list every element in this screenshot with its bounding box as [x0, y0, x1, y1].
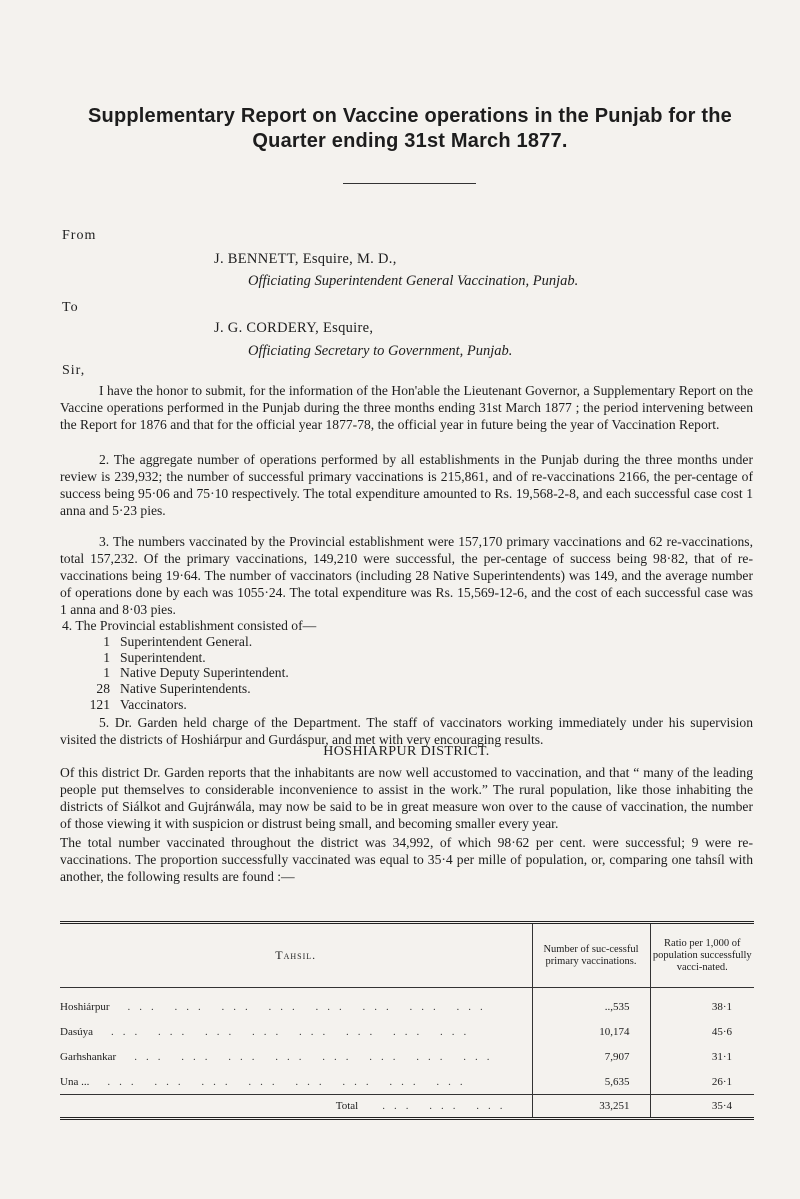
ratio-cell: 45·6: [711, 1025, 732, 1038]
number-cell: 7,907: [532, 1044, 650, 1069]
header-tahsil: Tahsil.: [60, 923, 532, 988]
ratio-cell: 31·1: [711, 1050, 732, 1063]
from-post: Officiating Superintendent General Vaccination, Punjab.: [248, 273, 579, 289]
title-divider: [343, 183, 476, 184]
district-heading: HOSHIARPUR DISTRICT.: [323, 744, 490, 759]
tahsil-name: Garhshankar: [60, 1050, 117, 1063]
staff-list: [80, 634, 289, 713]
staff-item: 1 Superintendent General.: [103, 634, 253, 649]
leader-dots: ... ... ... ... ... ... ... ...: [127, 1000, 492, 1013]
total-label: Total: [335, 1100, 359, 1112]
tahsil-name: Hoshiárpur: [60, 1000, 110, 1013]
table-row: [60, 1044, 754, 1069]
number-cell: 10,174: [532, 1019, 650, 1044]
staff-item: 1 Superintendent.: [103, 649, 206, 665]
from-name: J. BENNETT, Esquire, M. D.,: [214, 251, 397, 267]
paragraph-6: Of this district Dr. Garden reports that the inhabitants are now well accustomed to vaccination, and that “ many of the leading people put themselves to considerable inconvenience to assist in the work.” The rural population, like those inhabiting the districts of Siálkot and Gujránwála, may now be said to be in great measure won over to the cause of vaccination, the number of those viewing it with suspicion or distrust being small, and becoming smaller every year.: [60, 765, 753, 831]
table-total-row: [60, 1095, 754, 1119]
total-number: 33,251: [532, 1095, 650, 1119]
header-ratio: Ratio per 1,000 of population successfully vacci-nated.: [650, 923, 754, 988]
to-name: J. G. CORDERY, Esquire,: [214, 320, 374, 336]
paragraph-5: 5. Dr. Garden held charge of the Department. The staff of vaccinators working immediately under his supervision visited the districts of Hoshiárpur and Gurdáspur, and met with very encouraging results.: [60, 715, 753, 747]
ratio-cell: 26·1: [711, 1075, 732, 1088]
paragraph-7: The total number vaccinated throughout the district was 34,992, of which 98·62 per cent. were successful; 9 were re-vaccinations. The proportion successfully vaccinated was equal to 35·4 per mille of population, or, comparing one tahsíl with another, the following results are found :—: [60, 835, 753, 884]
header-number: Number of suc-cessful primary vaccinations.: [532, 923, 650, 988]
number-cell: 5,635: [532, 1069, 650, 1095]
table-header-row: [60, 923, 754, 988]
total-ratio: 35·4: [650, 1095, 754, 1119]
tahsil-table: [60, 921, 754, 1120]
from-label: From: [62, 228, 97, 243]
table-row: [60, 1019, 754, 1044]
table-bottom-rule: [60, 1119, 754, 1121]
tahsil-name: Dasúya: [60, 1025, 93, 1038]
leader-dots: ... ... ... ... ... ... ... ...: [107, 1075, 472, 1088]
to-post: Officiating Secretary to Government, Punjab.: [248, 343, 513, 359]
salutation: Sir,: [62, 363, 86, 378]
paragraph-3: 3. The numbers vaccinated by the Provincial establishment were 157,170 primary vaccinations and 62 re-vaccinations, total 157,232. Of the primary vaccinations, 149,210 were successful, the per-centage of success being 98·82, that of re-vaccinations being 19·64. The number of vaccinators (including 28 Native Superintendents) was 149, and the average number of operations done by each was 1055·24. The total expenditure was Rs. 15,569-12-6, and the cost of each successful case was 1 anna and 8·03 pies.: [60, 534, 753, 617]
tahsil-name: Una ...: [60, 1075, 90, 1088]
title-line-2: Quarter ending 31st March 1877.: [252, 130, 568, 152]
leader-dots: ... ... ... ... ... ... ... ...: [111, 1025, 476, 1038]
title-line-1: Supplementary Report on Vaccine operations in the Punjab for the: [87, 105, 732, 127]
ratio-cell: 38·1: [711, 1000, 732, 1013]
leader-dots: ... ... ...: [382, 1100, 512, 1112]
table-row: [60, 988, 754, 1020]
paragraph-4-intro: 4. The Provincial establishment consisted of—: [62, 618, 317, 633]
staff-item: 1 Native Deputy Superintendent.: [103, 665, 289, 681]
leader-dots: ... ... ... ... ... ... ... ...: [134, 1050, 499, 1063]
table-row: [60, 1069, 754, 1095]
number-cell: ..,535: [532, 988, 650, 1020]
staff-item: 121 Vaccinators.: [89, 696, 187, 712]
report-title: [60, 104, 760, 154]
paragraph-2: 2. The aggregate number of operations performed by all establishments in the Punjab during the three months under review is 239,932; the number of successful primary vaccinations is 215,861, and of re-vaccinations 2166, the per-centage of success being 95·06 and 75·10 respectively. The total expenditure amounted to Rs. 19,568-2-8, and each successful case cost 1 anna and 5·23 pies.: [60, 452, 753, 518]
paragraph-1: I have the honor to submit, for the information of the Hon'able the Lieutenant Governor, a Supplementary Report on the Vaccine operations performed in the Punjab during the three months ending 31st March 1877 ; the period intervening between the Report for 1876 and that for the official year 1877-78, the official year in future being the year of Vaccination Report.: [60, 383, 753, 432]
staff-item: 28 Native Superintendents.: [96, 681, 251, 697]
to-label: To: [62, 300, 79, 315]
